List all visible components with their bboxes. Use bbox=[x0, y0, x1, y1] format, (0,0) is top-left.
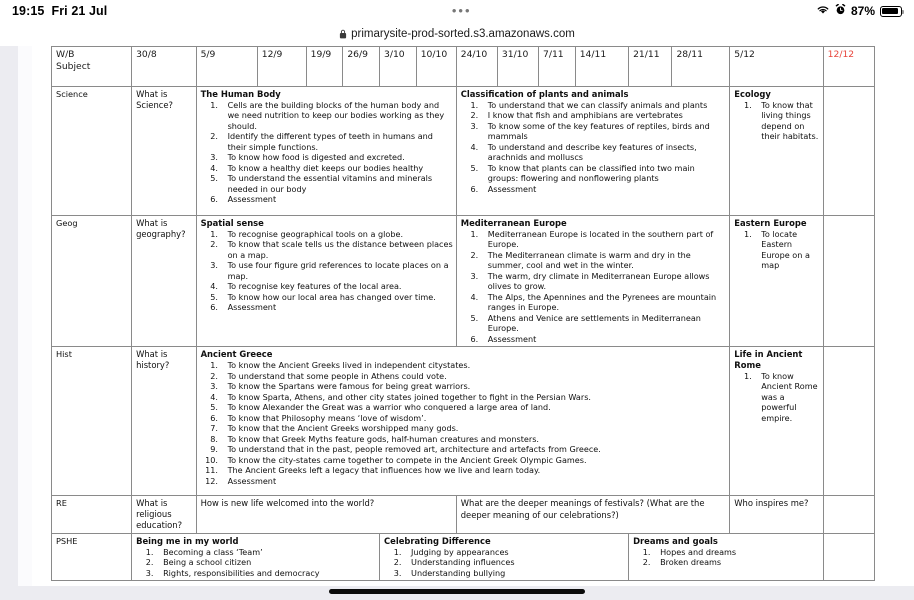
objective-item: 5. Athens and Venice are settlements in Mediterranean Europe. bbox=[481, 313, 727, 334]
row-subject-hist: Hist bbox=[52, 347, 132, 496]
objective-item: 6. To know that Philosophy means ‘love of wisdom’. bbox=[221, 413, 727, 424]
row-subject-science: Science bbox=[52, 87, 132, 216]
status-bar-left bbox=[12, 4, 107, 18]
header-cell-date-10: 7/11 bbox=[539, 47, 576, 87]
objective-item: 9. To understand that in the past, people removed art, architecture and artefacts from Greece. bbox=[221, 444, 727, 455]
objective-item: 6. Assessment bbox=[481, 334, 727, 345]
header-cell-date-5: 26/9 bbox=[343, 47, 380, 87]
objective-list bbox=[653, 547, 820, 568]
objective-list bbox=[156, 547, 376, 579]
objective-item: 6. Assessment bbox=[221, 194, 453, 205]
objective-item: 3. To know how food is digested and excreted. bbox=[221, 152, 453, 163]
curriculum-plan-table bbox=[51, 46, 875, 581]
header-cell-date-14: 5/12 bbox=[730, 47, 823, 87]
objective-item: 1. Judging by appearances bbox=[404, 547, 625, 558]
objective-item: 6. Assessment bbox=[221, 302, 453, 313]
ios-status-bar bbox=[0, 0, 914, 22]
objective-item: 1. To locate Eastern Europe on a map bbox=[754, 229, 819, 271]
objective-item: 2. Identify the different types of teeth in humans and their simple functions. bbox=[221, 131, 453, 152]
unit-title: Spatial sense bbox=[200, 218, 264, 228]
status-bar-center bbox=[107, 2, 816, 18]
objective-item: 1. Cells are the building blocks of the human body and we need nutrition to keep our bodies working as they should. bbox=[221, 100, 453, 132]
cell-re-text1: How is new life welcomed into the world? bbox=[196, 496, 456, 534]
objective-list bbox=[481, 229, 727, 345]
header-cell-date-12: 21/11 bbox=[629, 47, 672, 87]
home-indicator-bar[interactable] bbox=[0, 586, 914, 600]
status-time: 19:15 bbox=[12, 4, 45, 18]
objective-item: 4. To recognise key features of the local area. bbox=[221, 281, 453, 292]
objective-item: 1. Becoming a class ‘Team’ bbox=[156, 547, 376, 558]
page-gutter-inner bbox=[18, 46, 32, 586]
table-row bbox=[52, 87, 875, 216]
table-row bbox=[52, 216, 875, 347]
header-cell-date-8: 24/10 bbox=[456, 47, 497, 87]
cell-hist-empty bbox=[823, 347, 874, 496]
unit-title: Life in Ancient Rome bbox=[734, 349, 803, 371]
objective-item: 3. To know some of the key features of reptiles, birds and mammals bbox=[481, 121, 727, 142]
unit-title: Ancient Greece bbox=[200, 349, 273, 360]
objective-item: 10. To know the city-states came together to compete in the Ancient Greek Olympic Games. bbox=[221, 455, 727, 466]
objective-item: 4. To understand and describe key features of insects, arachnids and molluscs bbox=[481, 142, 727, 163]
row-subject-geog: Geog bbox=[52, 216, 132, 347]
header-cell-date-3: 12/9 bbox=[257, 47, 306, 87]
objective-list bbox=[754, 100, 819, 142]
objective-item: 3. Rights, responsibilities and democracy bbox=[156, 568, 376, 579]
objective-item: 3. To use four figure grid references to locate places on a map. bbox=[221, 260, 453, 281]
url-text: primarysite-prod-sorted.s3.amazonaws.com bbox=[351, 28, 575, 40]
cell-re-text3: Who inspires me? bbox=[730, 496, 823, 534]
table-row bbox=[52, 347, 875, 496]
objective-item: 2. To know that scale tells us the distance between places on a map. bbox=[221, 239, 453, 260]
cell-pshe-unit1 bbox=[132, 534, 380, 581]
status-date: Fri 21 Jul bbox=[51, 4, 108, 18]
table-row bbox=[52, 496, 875, 534]
objective-item: 1. To know Ancient Rome was a powerful empire. bbox=[754, 371, 819, 424]
battery-icon bbox=[880, 6, 902, 17]
cell-science-unit1 bbox=[196, 87, 456, 216]
table-row bbox=[52, 534, 875, 581]
objective-item: 2. The Mediterranean climate is warm and dry in the summer, cool and wet in the winter. bbox=[481, 250, 727, 271]
header-cell-date-9: 31/10 bbox=[497, 47, 538, 87]
page-gutter-outer bbox=[0, 46, 18, 586]
objective-item: 2. Understanding influences bbox=[404, 557, 625, 568]
cell-pshe-unit2 bbox=[380, 534, 629, 581]
home-indicator[interactable] bbox=[329, 589, 585, 594]
unit-title: Ecology bbox=[734, 89, 771, 99]
document-page bbox=[0, 46, 914, 586]
unit-title: Mediterranean Europe bbox=[460, 218, 567, 228]
objective-item: 3. Understanding bullying bbox=[404, 568, 625, 579]
objective-item: 1. To understand that we can classify animals and plants bbox=[481, 100, 727, 111]
cell-geog-unit2 bbox=[456, 216, 730, 347]
cell-science-unit3 bbox=[730, 87, 823, 216]
row-subject-re: RE bbox=[52, 496, 132, 534]
objective-item: 2. I know that fish and amphibians are vertebrates bbox=[481, 110, 727, 121]
header-cell-date-2: 5/9 bbox=[196, 47, 257, 87]
unit-title: Classification of plants and animals bbox=[460, 89, 629, 99]
header-cell-date-13: 28/11 bbox=[672, 47, 730, 87]
objective-item: 2. To understand that some people in Athens could vote. bbox=[221, 371, 727, 382]
cell-geog-unit3 bbox=[730, 216, 823, 347]
battery-percent-label: 87% bbox=[850, 4, 875, 18]
objective-item: 1. To know that living things depend on their habitats. bbox=[754, 100, 819, 142]
objective-item: 1. To know the Ancient Greeks lived in independent citystates. bbox=[221, 360, 727, 371]
cell-re-question: What is religious education? bbox=[132, 496, 197, 534]
header-cell-subject bbox=[52, 47, 132, 87]
objective-item: 3. The warm, dry climate in Mediterranean Europe allows olives to grow. bbox=[481, 271, 727, 292]
unit-title: Being me in my world bbox=[136, 536, 239, 547]
cell-hist-unit1 bbox=[196, 347, 730, 496]
unit-title: Celebrating Difference bbox=[384, 536, 491, 547]
cell-geog-unit1 bbox=[196, 216, 456, 347]
objective-list bbox=[404, 547, 625, 579]
objective-item: 4. The Alps, the Apennines and the Pyrenees are mountain ranges in Europe. bbox=[481, 292, 727, 313]
objective-item: 7. To know that the Ancient Greeks worshipped many gods. bbox=[221, 423, 727, 434]
objective-item: 4. To know a healthy diet keeps our bodies healthy bbox=[221, 163, 453, 174]
objective-item: 5. To know how our local area has changed over time. bbox=[221, 292, 453, 303]
objective-item: 4. To know Sparta, Athens, and other city states joined together to fight in the Persian Wars. bbox=[221, 392, 727, 403]
objective-item: 1. Hopes and dreams bbox=[653, 547, 820, 558]
table-header-row bbox=[52, 47, 875, 87]
header-cell-date-15: 12/12 bbox=[823, 47, 874, 87]
header-cell-date-1: 30/8 bbox=[132, 47, 197, 87]
cell-hist-unit3 bbox=[730, 347, 823, 496]
objective-list bbox=[221, 360, 727, 486]
cell-re-empty bbox=[823, 496, 874, 534]
cell-re-text2: What are the deeper meanings of festivals? (What are the deeper meaning of our celebrations?) bbox=[456, 496, 730, 534]
header-cell-date-11: 14/11 bbox=[575, 47, 628, 87]
ellipsis-icon: ••• bbox=[451, 2, 472, 18]
cell-geog-empty bbox=[823, 216, 874, 347]
header-cell-date-7: 10/10 bbox=[416, 47, 456, 87]
lock-icon bbox=[339, 29, 347, 39]
objective-item: 2. Being a school citizen bbox=[156, 557, 376, 568]
objective-item: 6. Assessment bbox=[481, 184, 727, 195]
cell-science-empty bbox=[823, 87, 874, 216]
header-subject-label: Subject bbox=[56, 60, 91, 72]
objective-item: 8. To know that Greek Myths feature gods, half-human creatures and monsters. bbox=[221, 434, 727, 445]
cell-science-question: What is Science? bbox=[132, 87, 197, 216]
cell-pshe-empty bbox=[823, 534, 874, 581]
objective-item: 1. Mediterranean Europe is located in the southern part of Europe. bbox=[481, 229, 727, 250]
cell-hist-question: What is history? bbox=[132, 347, 197, 496]
objective-list bbox=[481, 100, 727, 195]
objective-item: 1. To recognise geographical tools on a globe. bbox=[221, 229, 453, 240]
objective-list bbox=[221, 229, 453, 313]
header-wb-label: W/B bbox=[56, 49, 75, 60]
wifi-icon bbox=[816, 4, 830, 18]
objective-list bbox=[221, 100, 453, 205]
objective-item: 12. Assessment bbox=[221, 476, 727, 487]
unit-title: The Human Body bbox=[200, 89, 281, 99]
row-subject-pshe: PSHE bbox=[52, 534, 132, 581]
objective-item: 11. The Ancient Greeks left a legacy that influences how we live and learn today. bbox=[221, 465, 727, 476]
objective-list bbox=[754, 229, 819, 271]
objective-item: 5. To know Alexander the Great was a warrior who conquered a large area of land. bbox=[221, 402, 727, 413]
cell-pshe-unit3 bbox=[629, 534, 824, 581]
unit-title: Eastern Europe bbox=[734, 218, 807, 228]
header-cell-date-6: 3/10 bbox=[380, 47, 417, 87]
objective-item: 3. To know the Spartans were famous for being great warriors. bbox=[221, 381, 727, 392]
header-cell-date-4: 19/9 bbox=[306, 47, 343, 87]
cell-geog-question: What is geography? bbox=[132, 216, 197, 347]
alarm-clock-icon bbox=[835, 4, 846, 18]
cell-science-unit2 bbox=[456, 87, 730, 216]
objective-list bbox=[754, 371, 819, 424]
objective-item: 2. Broken dreams bbox=[653, 557, 820, 568]
unit-title: Dreams and goals bbox=[633, 536, 718, 547]
status-bar-right bbox=[816, 4, 902, 18]
objective-item: 5. To understand the essential vitamins and minerals needed in our body bbox=[221, 173, 453, 194]
objective-item: 5. To know that plants can be classified into two main groups: flowering and nonflowering plants bbox=[481, 163, 727, 184]
browser-address-bar[interactable] bbox=[0, 22, 914, 46]
